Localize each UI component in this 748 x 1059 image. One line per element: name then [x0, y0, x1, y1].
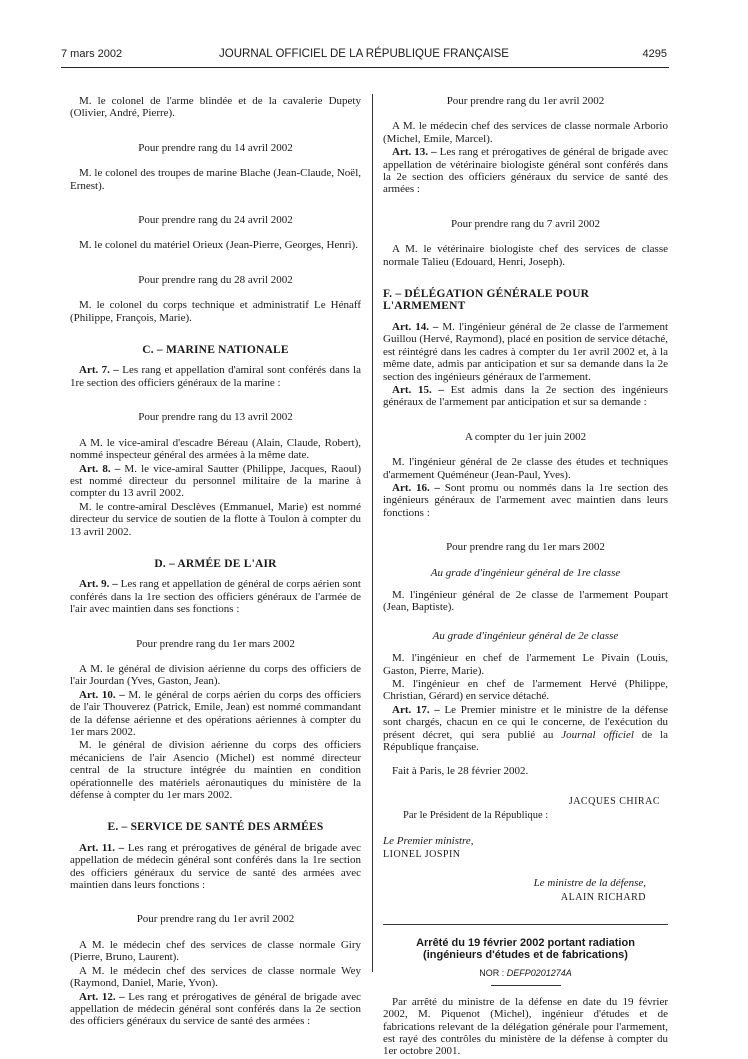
signing-place-date: Fait à Paris, le 28 février 2002. — [392, 765, 529, 778]
article-text: Sont promu ou nommés dans la 1re section des ingénieurs généraux de l'armement avec maintien dans leurs fonctions : — [383, 481, 668, 519]
article-label: Art. 10. – — [79, 688, 125, 701]
paragraph: M. le contre-amiral Desclèves (Emmanuel, Marie) est nommé directeur du service de soutien de la flotte à Toulon à compter du 13 avril 2002. — [70, 500, 361, 538]
section-heading-armement: F. – DÉLÉGATION GÉNÉRALE POUR L'ARMEMENT — [383, 288, 590, 313]
article-text: Le Premier ministre et le ministre de la défense sont chargés, chacun en ce qui le concerne, de l'exécution du présent décret, qui sera publié au — [383, 703, 668, 741]
paragraph: A M. le vice-amiral d'escadre Béreau (Alain, Claude, Robert), nommé inspecteur général des armées à la même date. — [70, 436, 361, 462]
prime-minister-name: LIONEL JOSPIN — [383, 849, 461, 861]
article-14 — [383, 321, 668, 383]
by-president-line: Par le Président de la République : — [403, 810, 549, 822]
section-divider — [383, 924, 668, 925]
paragraph: A M. le général de division aérienne du corps des officiers de l'air Jourdan (Yves, Gaston, Jean). — [70, 662, 361, 688]
rank-date-heading: Pour prendre rang du 28 avril 2002 — [138, 273, 293, 286]
grade-heading: Au grade d'ingénieur général de 1re classe — [430, 566, 621, 579]
paragraph: M. l'ingénieur général de 2e classe de l'armement Poupart (Jean, Baptiste). — [383, 588, 668, 614]
rank-date-heading: Pour prendre rang du 13 avril 2002 — [138, 411, 293, 424]
article-label: Art. 8. – — [79, 462, 121, 475]
nor-rule — [491, 985, 561, 986]
section-heading-sante: E. – SERVICE DE SANTÉ DES ARMÉES — [107, 821, 324, 834]
paragraph: A M. le vétérinaire biologiste chef des services de classe normale Talieu (Edouard, Henri, Joseph). — [383, 243, 668, 268]
paragraph: A M. le médecin chef des services de classe normale Arborio (Michel, Emile, Marcel). — [383, 120, 668, 145]
article-label: Art. 16. – — [392, 481, 441, 494]
article-8 — [70, 463, 361, 500]
article-text: M. le vice-amiral Sautter (Philippe, Jacques, Raoul) est nommé directeur du personnel militaire de la marine à compter du 13 avril 2002. — [70, 462, 361, 500]
column-divider — [372, 94, 373, 972]
section-heading-marine: C. – MARINE NATIONALE — [142, 344, 289, 357]
article-label: Art. 7. – — [79, 364, 119, 377]
article-17 — [383, 704, 668, 754]
paragraph: M. le colonel des troupes de marine Blache (Jean-Claude, Noël, Ernest). — [70, 167, 361, 192]
minister-name: ALAIN RICHARD — [560, 891, 646, 903]
article-12 — [70, 991, 361, 1028]
header-date: 7 mars 2002 — [61, 48, 123, 60]
rank-date-heading: Pour prendre rang du 1er mars 2002 — [446, 541, 605, 554]
grade-heading: Au grade d'ingénieur général de 2e classe — [432, 629, 619, 642]
article-10 — [70, 689, 361, 739]
rank-date-heading: Pour prendre rang du 7 avril 2002 — [450, 217, 601, 230]
article-text: M. le général de corps aérien du corps des officiers de l'air Thouverez (Patrick, Emile, Jean) est nommé commandant de la défense aérienne et des opérations aériennes à compter du 1er mars 2002. — [70, 688, 361, 738]
paragraph: M. le colonel du corps technique et administratif Le Hénaff (Philippe, François, Marie). — [70, 299, 361, 324]
article-label: Art. 14. – — [392, 320, 439, 333]
arrete-text: Par arrêté du ministre de la défense en date du 19 février 2002, M. Piquenot (Michel), ingénieur d'études et de fabrications relevant de la délégation générale pour l'armement, est rayé des contrôles du ministère de la défense à compter du 1er octobre 2001. — [383, 995, 668, 1058]
arrete-title-line2: (ingénieurs d'études et de fabrications) — [423, 949, 628, 962]
article-label: Art. 11. – — [79, 841, 125, 854]
article-label: Art. 17. – — [392, 703, 440, 716]
article-text: Les rang et prérogatives de général de brigade avec appellation de médecin général sont conférés dans la 1re section des officiers généraux du service de santé des armées avec maintien dans leurs fonctions : — [70, 841, 361, 892]
paragraph: M. le colonel de l'arme blindée et de la cavalerie Dupety (Olivier, André, Pierre). — [70, 95, 361, 120]
paragraph: A M. le médecin chef des services de classe normale Wey (Raymond, Daniel, Marie, Yvon). — [70, 964, 361, 990]
article-text: Est admis dans la 2e section des ingénieurs généraux de l'armement par anticipation et sur sa demande : — [383, 383, 668, 409]
paragraph: M. l'ingénieur général de 2e classe des études et techniques d'armement Quéméneur (Jean-Paul, Yves). — [383, 456, 668, 481]
nor-code: DEFP0201274A — [506, 968, 572, 979]
article-text: Les rang et prérogatives de général de brigade avec appellation de vétérinaire biologiste général sont conférés dans la 2e section des officiers généraux du service de santé des armées : — [383, 146, 668, 196]
minister-title: Le ministre de la défense, — [533, 877, 646, 890]
president-signature: JACQUES CHIRAC — [568, 795, 660, 807]
prime-minister-title: Le Premier ministre, — [383, 834, 474, 847]
rank-date-heading: Pour prendre rang du 14 avril 2002 — [138, 141, 293, 154]
rank-date-heading: Pour prendre rang du 1er avril 2002 — [446, 95, 605, 107]
article-9 — [70, 578, 361, 615]
page-header — [61, 48, 667, 66]
right-column — [383, 95, 668, 1059]
article-text: de la République française. — [383, 728, 668, 754]
paragraph: M. l'ingénieur en chef de l'armement Le Pivain (Louis, Gaston, Pierre, Marie). — [383, 652, 668, 677]
article-label: Art. 15. – — [392, 383, 444, 396]
article-11 — [70, 842, 361, 892]
section-heading-air: D. – ARMÉE DE L'AIR — [154, 557, 277, 570]
rank-date-heading: Pour prendre rang du 1er mars 2002 — [136, 637, 295, 650]
header-title: JOURNAL OFFICIEL DE LA RÉPUBLIQUE FRANÇAISE — [219, 48, 509, 60]
article-text: Les rang et prérogatives de général de brigade avec appellation de médecin général sont conférés dans la 2e section des officiers généraux du service de santé des armées : — [70, 990, 361, 1028]
nor-label: NOR : — [479, 968, 507, 979]
paragraph: M. l'ingénieur en chef de l'armement Hervé (Philippe, Christian, Gérard) en service détaché. — [383, 678, 668, 703]
rank-date-heading: A compter du 1er juin 2002 — [464, 430, 587, 443]
header-rule — [61, 67, 669, 68]
article-text: Les rang et appellation d'amiral sont conférés dans la 1re section des officiers généraux de la marine : — [70, 364, 361, 389]
article-text: Les rang et appellation de général de corps aérien sont conférés dans la 1re section des officiers généraux de l'armée de l'air avec maintien dans ses fonctions : — [70, 578, 361, 616]
nor-reference — [383, 967, 668, 979]
article-16 — [383, 482, 668, 519]
article-13 — [383, 146, 668, 196]
rank-date-heading: Pour prendre rang du 1er avril 2002 — [136, 913, 295, 926]
arrete-title-line1: Arrêté du 19 février 2002 portant radiation — [416, 937, 635, 950]
article-15 — [383, 384, 668, 409]
left-column — [70, 95, 361, 1029]
article-label: Art. 13. – — [392, 146, 437, 159]
article-text: M. l'ingénieur général de 2e classe de l'armement Guillou (Hervé, Raymond), placé en position de service détaché, est réintégré dans les cadres à compter du 1er avril 2002 et, à la même date, admis par anticipation et sur sa demande dans la 2e section des ingénieurs généraux de l'armement. — [383, 320, 669, 383]
header-page-number: 4295 — [642, 48, 667, 60]
paragraph: A M. le médecin chef des services de classe normale Giry (Pierre, Bruno, Laurent). — [70, 938, 361, 964]
journal-officiel-ref: Journal officiel — [561, 728, 634, 741]
paragraph: M. le général de division aérienne du corps des officiers mécaniciens de l'air Asencio (Michel) est nommé directeur central de la structure intégrée du maintien en condition opérationnelle des matériels aéronautiques du ministère de la défense à compter du 1er mars 2002. — [70, 739, 361, 802]
article-7 — [70, 364, 361, 389]
article-label: Art. 9. – — [79, 578, 118, 591]
rank-date-heading: Pour prendre rang du 24 avril 2002 — [138, 214, 293, 227]
paragraph: M. le colonel du matériel Orieux (Jean-Pierre, Georges, Henri). — [79, 239, 358, 252]
article-label: Art. 12. – — [79, 990, 125, 1003]
